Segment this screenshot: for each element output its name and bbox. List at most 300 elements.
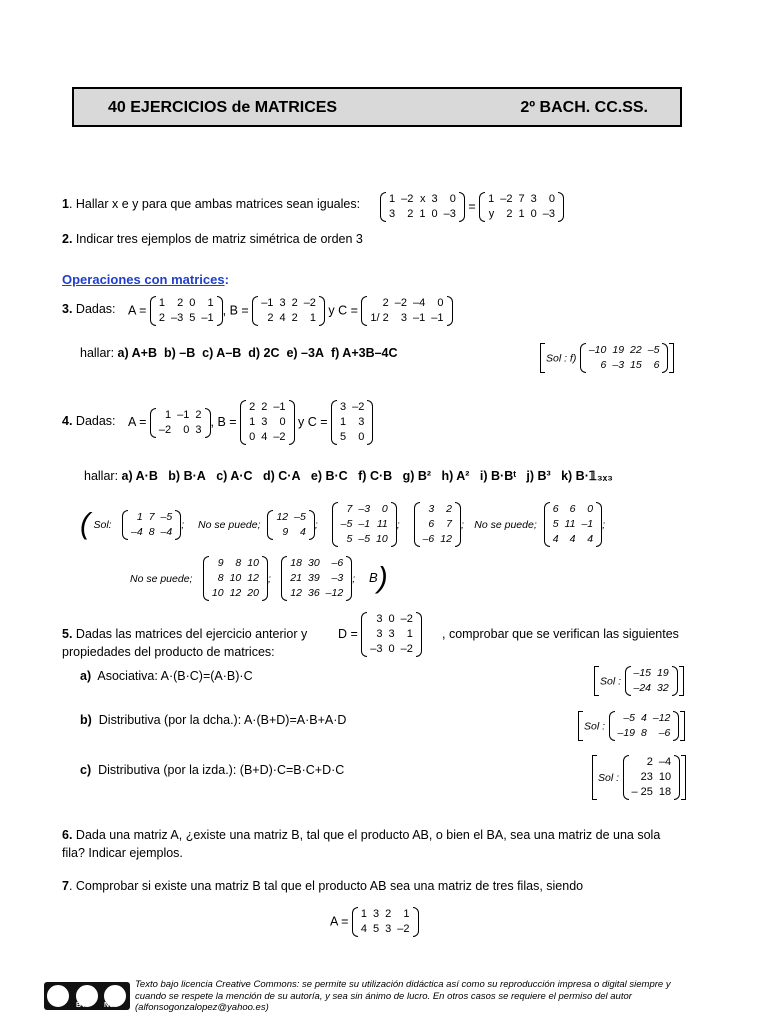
matrix-cell: 8: [235, 557, 242, 569]
matrix-cell: 6: [653, 359, 660, 371]
matrix-cell: 3: [279, 297, 286, 309]
matrix-cell: 2: [385, 908, 392, 920]
creative-commons-badge: [44, 982, 130, 1010]
matrix-row: [337, 400, 367, 415]
matrix-row: [128, 510, 175, 525]
matrix-cell: 10: [229, 572, 242, 584]
task: d) 2C: [248, 346, 280, 360]
matrix-cell: 1/ 2: [370, 312, 389, 324]
course-level: 2º BACH. CC.SS.: [520, 99, 648, 116]
matrix-b: [240, 400, 295, 445]
matrix-cell: 6: [428, 518, 435, 530]
task: k) B·𝟙₃ₓ₃: [561, 469, 613, 483]
matrix-row: [629, 755, 675, 770]
matrix-cell: –6: [658, 727, 671, 739]
task: h) A²: [441, 469, 470, 483]
matrix-cell: –1: [201, 312, 214, 324]
ask-label: hallar:: [84, 469, 119, 483]
matrix-cell: –10: [588, 344, 607, 356]
license-text: Texto bajo licencia Creative Commons: se permite su utilización didáctica así como su reproducción impresa o digital siempre y cuando se respete la mención de su autoría, y sea sin ánimo de lucro. En otros casos se requiere el permiso del autor (alfonsogonzalopez@yahoo.es): [135, 979, 671, 1013]
matrix-cell: 8: [641, 727, 647, 739]
item-label: b): [80, 713, 92, 727]
matrix-cell: 3: [373, 908, 380, 920]
matrix-cell: 6: [552, 503, 559, 515]
matrix-row: [367, 627, 416, 642]
matrix-cell: 1: [165, 408, 172, 421]
close-paren: ): [377, 561, 388, 595]
matrix-cell: –6: [422, 533, 435, 545]
matrix: [380, 192, 465, 222]
matrix-cell: –5: [340, 518, 353, 530]
matrix-cell: 4: [279, 312, 286, 324]
matrix-cell: y: [488, 208, 495, 220]
matrix-cell: 1: [207, 297, 214, 309]
exercise-text: . Comprobar si existe una matriz B tal que el producto AB sea una matriz de tres filas, siendo: [68, 879, 584, 893]
ex5-a: [80, 669, 253, 683]
matrix-row: [615, 711, 674, 726]
matrix-cell: 2: [267, 312, 274, 324]
matrix-row: [337, 430, 367, 445]
matrix-cell: 0: [249, 431, 256, 443]
exercise-3: [62, 302, 116, 316]
matrix-row: [485, 192, 558, 207]
exercise-intro: Dadas:: [75, 302, 116, 316]
matrix-cell: –5: [623, 712, 636, 724]
solution-label: Sol : f): [546, 352, 577, 365]
ex4-solutions-row2: No se puede; 9 8 10 8 10 12 10 12 20 ; 18 30 –6 21 39 –3 12 36 –12 ; B): [130, 557, 388, 599]
matrix-cell: –1: [413, 312, 426, 324]
matrix-row: [338, 502, 391, 517]
matrix-cell: 18: [290, 557, 302, 569]
matrix-cell: 1: [389, 193, 396, 205]
matrix-cell: 0: [388, 643, 395, 655]
matrix-cell: –2: [500, 193, 513, 205]
by-label: BY: [76, 1002, 86, 1009]
matrix-row: [258, 311, 319, 326]
matrix-cell: 0: [530, 208, 537, 220]
matrix-cell: 18: [658, 786, 672, 798]
matrix-cell: 10: [376, 533, 388, 545]
task: i) B·Bᵗ: [479, 469, 516, 483]
item-label: a): [80, 669, 92, 683]
matrix-row: [156, 408, 205, 423]
matrix-cell: –3: [542, 208, 555, 220]
matrix-cell: 4: [569, 533, 576, 545]
exercise-number: 5.: [62, 627, 73, 641]
matrix-cell: –4: [160, 525, 173, 538]
task: d) C·A: [262, 469, 301, 483]
ex5-a-solution: [594, 666, 684, 696]
matrix-cell: –1: [261, 297, 274, 309]
matrix-cell: –5: [160, 510, 173, 523]
ex3-matrices: A = 1 2 0 1 2 –3 5 –1 , B = –1 3 2 –2 2 4 2 1 y C = 2 –2 –4 0 1/ 2 3 –1 –1: [128, 296, 453, 326]
nc-label: NC: [104, 1002, 115, 1009]
matrix-cell: 11: [564, 518, 576, 530]
matrix-c: [331, 400, 373, 445]
matrix-cell: x: [420, 193, 426, 205]
matrix-row: [367, 642, 416, 657]
matrix-row: [287, 586, 346, 601]
task: a) A·B: [121, 469, 158, 483]
matrix-cell: 12: [290, 587, 302, 599]
matrix-cell: –19: [617, 727, 636, 739]
solution-label: Sol :: [600, 675, 622, 688]
exercise-5: [62, 627, 307, 641]
matrix-cell: 3: [261, 416, 268, 428]
matrix-cell: 2: [195, 408, 202, 421]
matrix-cell: 10: [211, 587, 224, 599]
nc-dollar-icon: $: [104, 985, 126, 1007]
not-possible: No se puede;: [130, 572, 193, 585]
exercise-number: 6.: [62, 828, 73, 842]
exercise-text-line2: propiedades del producto de matrices:: [62, 645, 275, 659]
matrix-cell: 2: [291, 297, 298, 309]
matrix-row: [586, 343, 663, 358]
matrix-d: [361, 612, 422, 657]
ex4-tasks: [84, 468, 613, 483]
by-person-icon: ●: [76, 985, 98, 1007]
matrix-cell: 2: [382, 297, 389, 309]
matrix-cell: –4: [413, 297, 426, 309]
matrix: [332, 502, 397, 547]
matrix-cell: 4: [587, 533, 594, 545]
matrix-cell: 1: [419, 208, 426, 220]
task: e) B·C: [310, 469, 348, 483]
matrix-row: [338, 532, 391, 547]
matrix: [267, 510, 314, 540]
matrix-cell: 2: [506, 208, 513, 220]
matrix-cell: 12: [247, 572, 259, 584]
task: j) B³: [526, 469, 551, 483]
task: g) B²: [402, 469, 432, 483]
matrix-cell: –12: [652, 712, 671, 724]
matrix-cell: 0: [381, 503, 388, 515]
matrix-cell: –1: [273, 401, 286, 413]
matrix-cell: 5: [373, 923, 380, 935]
matrix-row: [156, 311, 217, 326]
exercise-text: Dada una matriz A, ¿existe una matriz B, tal que el producto AB, o bien el BA, sea una matriz de una sola: [75, 828, 661, 842]
matrix-cell: 9: [217, 557, 224, 569]
item-text: Distributiva (por la izda.): (B+D)·C=B·C+D·C: [98, 763, 345, 777]
matrix-cell: 1: [403, 908, 410, 920]
document-title: 40 EJERCICIOS de MATRICES: [108, 99, 338, 116]
matrix-cell: 3: [530, 193, 537, 205]
matrix-cell: 12: [276, 510, 289, 523]
matrix-cell: 5: [189, 312, 196, 324]
matrix-cell: 0: [437, 297, 444, 309]
matrix-row: [338, 517, 391, 532]
exercise-text-line2: fila? Indicar ejemplos.: [62, 846, 183, 860]
matrix-row: [629, 785, 675, 800]
task: b) B·A: [168, 469, 206, 483]
matrix-cell: 5: [340, 431, 347, 443]
matrix-cell: 39: [307, 572, 320, 584]
matrix-cell: –2: [158, 423, 172, 436]
matrix-cell: 3: [376, 628, 383, 640]
matrix-row: [246, 400, 289, 415]
matrix-cell: –12: [325, 587, 344, 599]
ex3-tasks: [80, 346, 398, 360]
matrix-cell: –5: [358, 533, 371, 545]
matrix-row: [209, 571, 262, 586]
ex5-b: [80, 713, 346, 727]
ex4-matrices: A = 1 –1 2 –2 0 3 , B = 2 2 –1 1 3 0 0 4 –2 y C = 3 –2 1 3 5 0: [128, 400, 373, 445]
cc-icon: cc: [47, 985, 69, 1007]
matrix-row: [386, 192, 459, 207]
matrix-cell: 2: [646, 756, 653, 768]
matrix-cell: 4: [552, 533, 559, 545]
matrix-cell: 2: [446, 503, 452, 515]
exercise-7: [62, 879, 583, 893]
ex3-solution: [540, 343, 674, 373]
exercise-text: . Hallar x e y para que ambas matrices sean iguales:: [68, 197, 361, 211]
matrix-cell: 2: [407, 208, 414, 220]
matrix-cell: –6: [331, 557, 344, 569]
matrix: [609, 711, 680, 741]
matrix-cell: 7: [346, 503, 353, 515]
matrix-cell: 7: [446, 518, 452, 530]
solution-bracket: [594, 666, 684, 696]
matrix-row: [273, 525, 308, 540]
solution-bracket: [540, 343, 674, 373]
matrix-cell: 2: [249, 401, 256, 413]
matrix-cell: 7: [518, 193, 525, 205]
matrix-cell: –5: [647, 344, 660, 356]
matrix-cell: 3: [195, 423, 202, 436]
item-text: Distributiva (por la dcha.): A·(B+D)=A·B+A·D: [98, 713, 347, 727]
matrix-cell: 4: [261, 431, 268, 443]
matrix: [414, 502, 461, 547]
solution-label: Sol :: [584, 720, 606, 733]
matrix-cell: 6: [600, 359, 607, 371]
matrix-cell: 19: [657, 667, 669, 679]
matrix-cell: 12: [229, 587, 242, 599]
matrix-cell: –24: [633, 682, 652, 694]
section-title: Operaciones con matrices: [62, 272, 225, 287]
item-label: c): [80, 763, 92, 777]
matrix-row: [550, 532, 596, 547]
matrix-cell: 0: [279, 416, 286, 428]
solution-bracket: [578, 711, 685, 741]
task: e) –3A: [286, 346, 324, 360]
matrix-row: [358, 907, 413, 922]
matrix-row: [631, 666, 672, 681]
matrix: [623, 755, 681, 800]
matrix-cell: 2: [177, 297, 184, 309]
matrix-cell: 1: [360, 908, 368, 920]
exercise-text: Dadas las matrices del ejercicio anterior y: [75, 627, 308, 641]
matrix-cell: –2: [352, 401, 365, 413]
matrix-c: [361, 296, 452, 326]
matrix-row: [258, 296, 319, 311]
matrix-cell: 6: [569, 503, 576, 515]
matrix-cell: –4: [658, 756, 672, 768]
matrix-row: [246, 430, 289, 445]
matrix-row: [420, 502, 455, 517]
solution-b: B: [369, 569, 378, 585]
exercise-number: 4.: [62, 414, 73, 428]
section-heading: [62, 272, 229, 287]
task: a) A+B: [117, 346, 158, 360]
matrix-cell: 0: [548, 193, 555, 205]
matrix-cell: 8: [217, 572, 224, 584]
matrix-cell: 23: [640, 771, 653, 783]
matrix-cell: 3: [385, 923, 392, 935]
matrix: [580, 343, 669, 373]
matrix-cell: 36: [307, 587, 320, 599]
matrix-cell: 3: [428, 503, 435, 515]
matrix-a: [352, 907, 419, 937]
matrix-row: [550, 502, 596, 517]
solution-bracket: [592, 755, 686, 800]
ex5-c: [80, 763, 344, 777]
matrix-cell: –2: [273, 431, 286, 443]
matrix-row: [367, 612, 416, 627]
matrix-cell: 9: [282, 525, 289, 538]
matrix-cell: 0: [449, 193, 456, 205]
matrix-cell: 15: [630, 359, 642, 371]
exercise-text: Indicar tres ejemplos de matriz simétrica de orden 3: [75, 232, 363, 246]
task: b) –B: [163, 346, 196, 360]
matrix-row: [337, 415, 367, 430]
matrix-cell: 0: [431, 208, 438, 220]
matrix-cell: –3: [171, 312, 184, 324]
matrix-cell: 3: [431, 193, 438, 205]
matrix-b: [252, 296, 325, 326]
matrix-row: [246, 415, 289, 430]
matrix-cell: 1: [518, 208, 525, 220]
matrix-cell: 0: [587, 503, 594, 515]
matrix-cell: 3: [400, 312, 408, 324]
not-possible: No se puede;: [474, 518, 537, 531]
matrix-cell: 5: [346, 533, 353, 545]
matrix-cell: –2: [303, 297, 316, 309]
header-box: [72, 87, 682, 127]
task: c) A–B: [202, 346, 242, 360]
matrix-cell: –3: [443, 208, 456, 220]
matrix-cell: –3: [370, 643, 383, 655]
matrix-cell: 1: [488, 193, 495, 205]
matrix: [122, 510, 181, 540]
matrix-row: [367, 311, 446, 326]
matrix-cell: 10: [658, 771, 672, 783]
matrix-cell: –1: [177, 408, 190, 421]
matrix-cell: 21: [290, 572, 302, 584]
matrix-cell: –2: [400, 613, 413, 625]
ask-label: hallar:: [80, 346, 115, 360]
matrix-row: [629, 770, 675, 785]
matrix-d-def: D = 3 0 –2 3 3 1 –3 0 –2: [338, 612, 422, 657]
matrix-row: [209, 556, 262, 571]
matrix-cell: 2: [158, 312, 166, 324]
matrix-cell: 3: [376, 613, 383, 625]
matrix-cell: 3: [389, 208, 396, 220]
exercise-4: [62, 414, 116, 428]
task: f) A+3B–4C: [330, 346, 398, 360]
matrix-cell: 1: [136, 510, 143, 523]
matrix-cell: –2: [401, 193, 414, 205]
matrix-cell: –5: [294, 510, 306, 523]
matrix-cell: 8: [148, 525, 155, 538]
solution-label: Sol :: [598, 771, 620, 784]
matrix-cell: –1: [358, 518, 371, 530]
matrix-cell: – 25: [631, 786, 653, 798]
matrix-cell: 30: [307, 557, 320, 569]
ex5-c-solution: [592, 755, 686, 800]
ex1-equation: 1 –2 x 3 0 3 2 1 0 –3 = 1 –2 7 3 0 y 2 1 0 –3: [380, 192, 564, 222]
matrix-row: [485, 207, 558, 222]
matrix-row: [386, 207, 459, 222]
matrix-row: [420, 517, 455, 532]
matrix-row: [420, 532, 455, 547]
matrix-cell: 4: [641, 712, 647, 724]
exercise-number: 7: [62, 879, 69, 893]
matrix-cell: 0: [358, 431, 365, 443]
not-possible: No se puede;: [198, 518, 261, 531]
matrix-row: [287, 571, 346, 586]
exercise-6: [62, 826, 696, 862]
matrix: [281, 556, 352, 601]
matrix-cell: –15: [633, 667, 652, 679]
matrix-cell: 0: [189, 297, 196, 309]
matrix-row: [550, 517, 596, 532]
matrix-cell: 5: [552, 518, 559, 530]
matrix-row: [586, 358, 663, 373]
matrix-cell: 1: [406, 628, 413, 640]
matrix-a: [150, 296, 223, 326]
matrix-row: [358, 922, 413, 937]
matrix-cell: –2: [400, 643, 413, 655]
matrix-cell: –3: [331, 572, 344, 584]
matrix-cell: 2: [261, 401, 268, 413]
matrix-cell: 7: [148, 510, 155, 523]
matrix-cell: 3: [388, 628, 395, 640]
ex7-matrix: A = 1 3 2 1 4 5 3 –2: [330, 907, 419, 937]
matrix-cell: –1: [431, 312, 444, 324]
open-paren: (: [80, 507, 90, 541]
matrix-row: [156, 423, 205, 438]
matrix: [544, 502, 602, 547]
exercise-intro: Dadas:: [75, 414, 116, 428]
task: c) A·C: [216, 469, 253, 483]
matrix-row: [128, 525, 175, 540]
matrix-cell: 10: [247, 557, 259, 569]
matrix-cell: 20: [247, 587, 259, 599]
matrix-cell: 19: [612, 344, 625, 356]
matrix-cell: 3: [358, 416, 365, 428]
solution-label: Sol:: [93, 518, 112, 531]
matrix-cell: –2: [397, 923, 410, 935]
task: f) C·B: [358, 469, 393, 483]
matrix-row: [156, 296, 217, 311]
matrix-cell: 1: [309, 312, 316, 324]
matrix-cell: 0: [183, 423, 190, 436]
matrix-row: [367, 296, 446, 311]
matrix-row: [287, 556, 346, 571]
matrix-cell: 3: [340, 401, 347, 413]
section-colon: :: [224, 272, 229, 287]
matrix-a: [150, 408, 211, 438]
matrix-cell: 4: [360, 923, 368, 935]
matrix: [625, 666, 678, 696]
exercise-number: 3.: [62, 302, 73, 316]
matrix-cell: 32: [657, 682, 669, 694]
matrix-cell: –3: [358, 503, 371, 515]
matrix-cell: 2: [291, 312, 298, 324]
exercise-1: [62, 197, 360, 211]
matrix-cell: 0: [388, 613, 395, 625]
matrix: [479, 192, 564, 222]
